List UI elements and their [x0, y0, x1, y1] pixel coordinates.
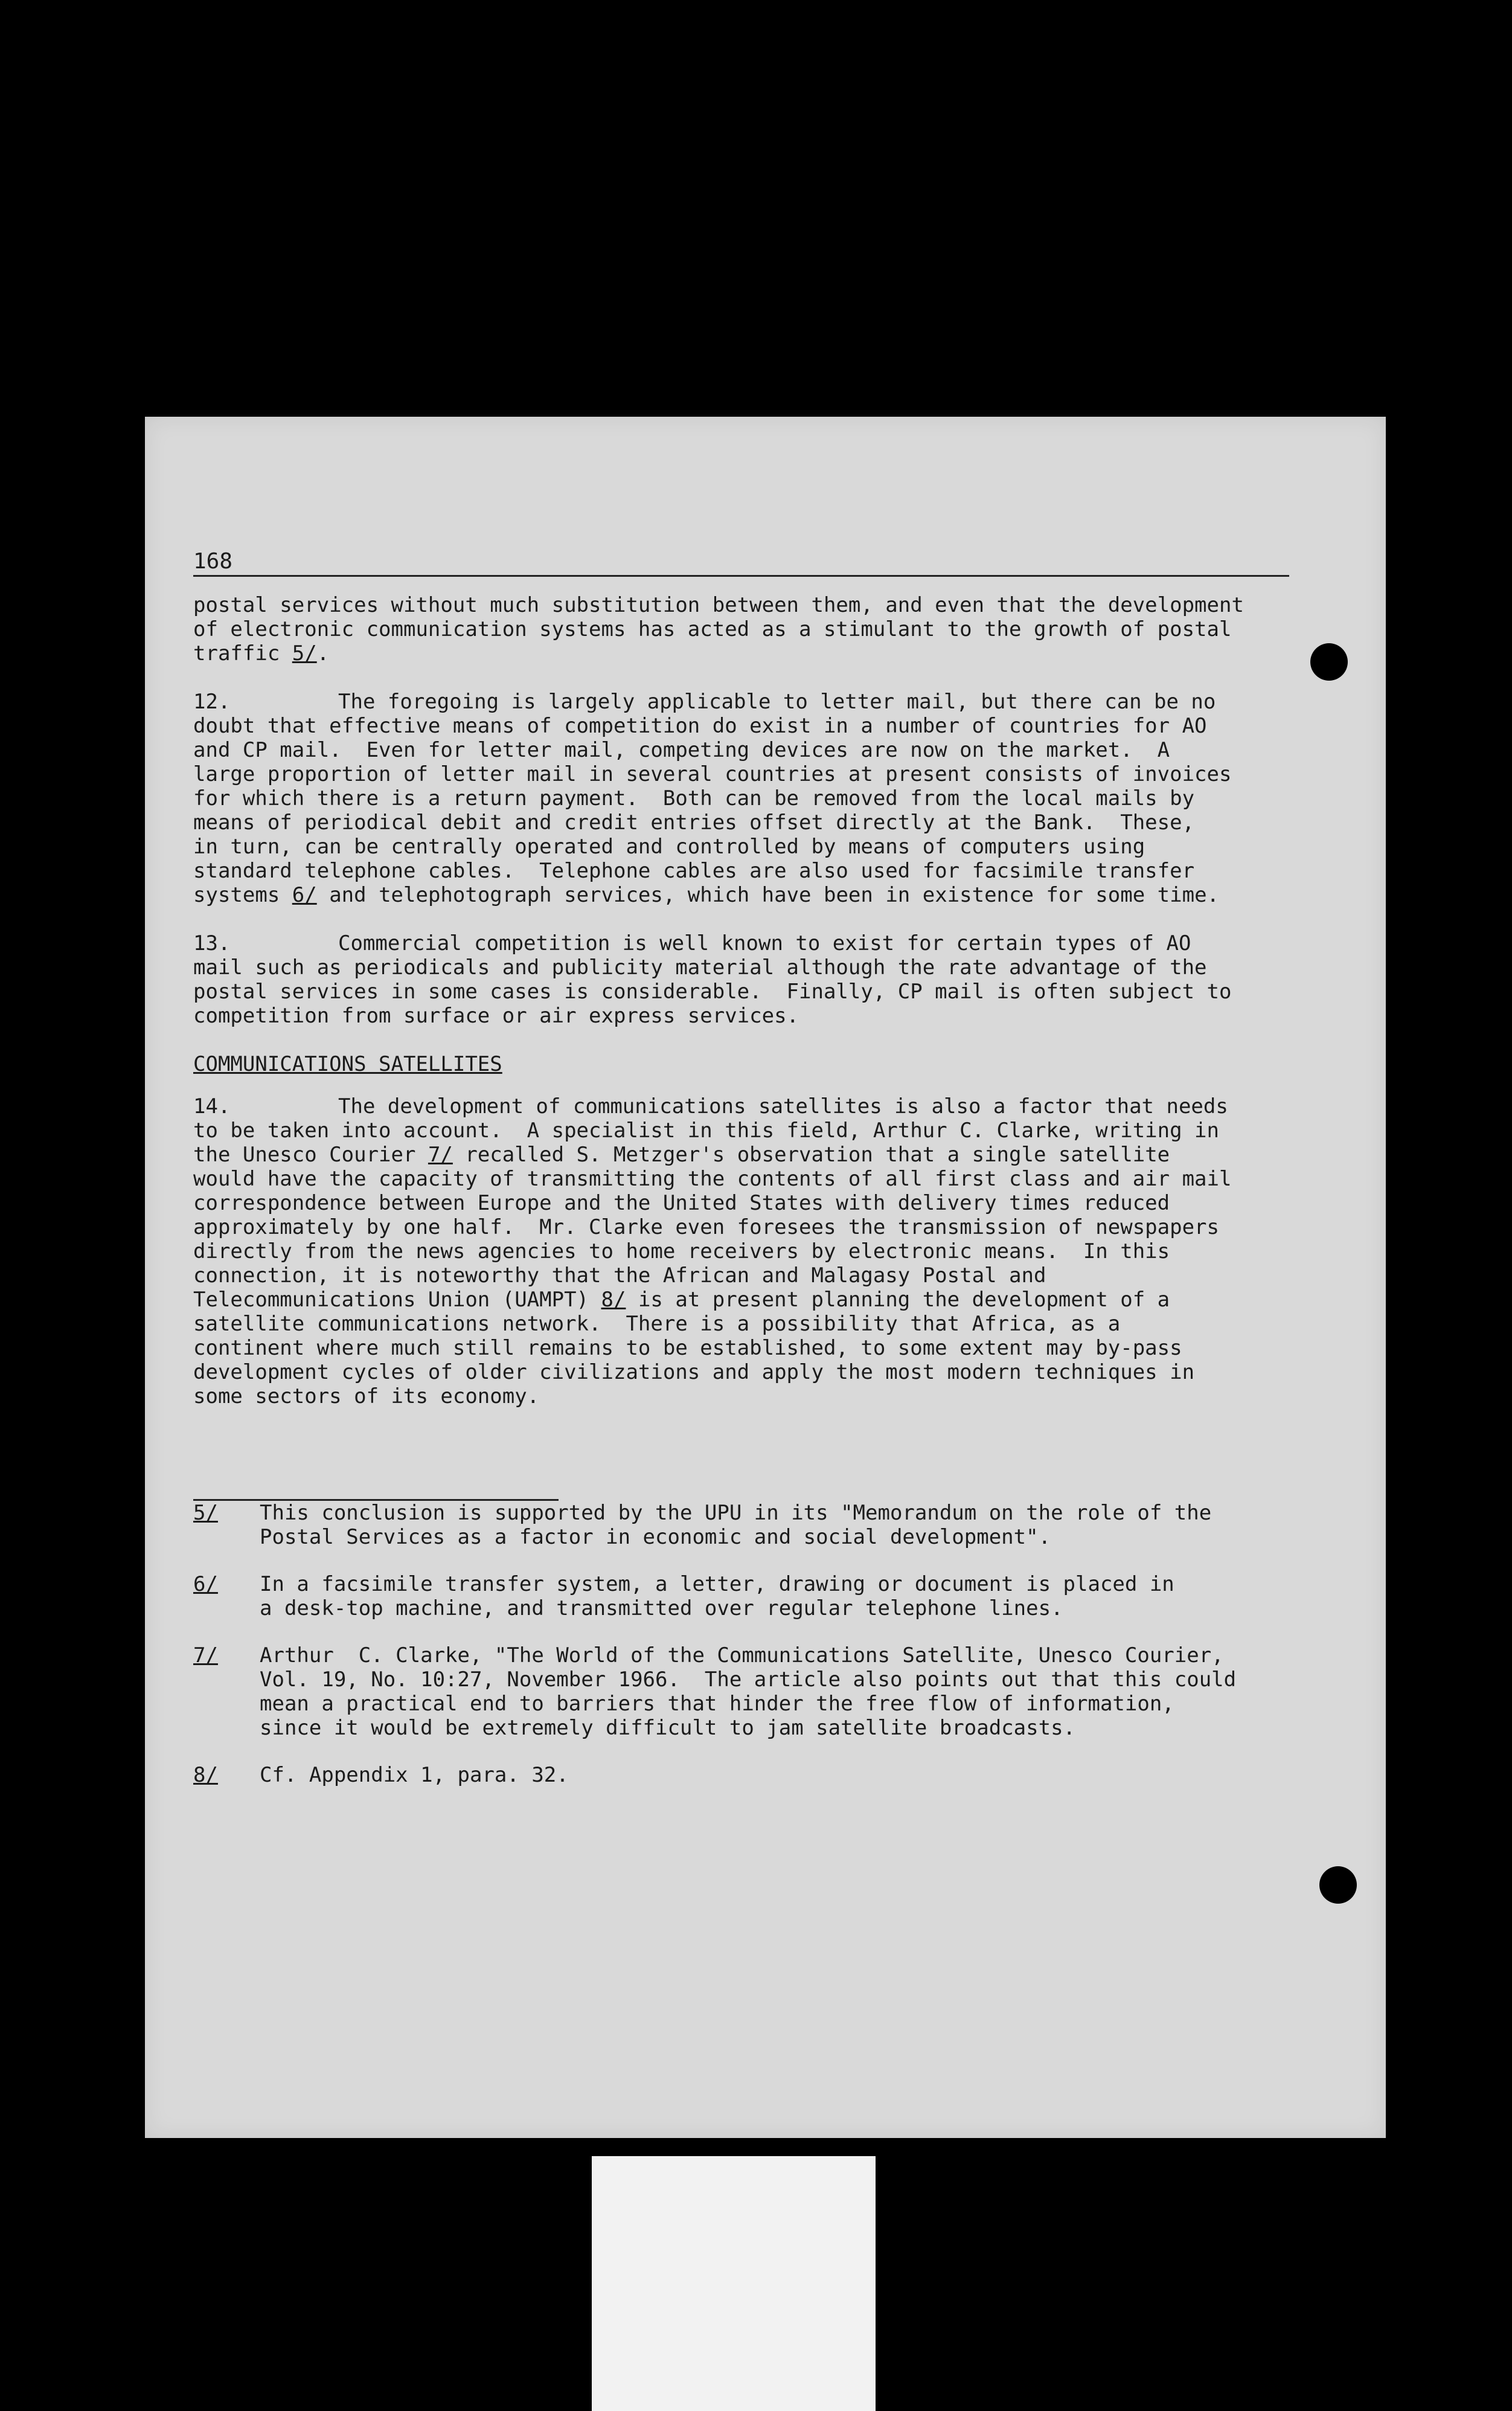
paragraph-text: postal services without much substitution between them, and even that the development of electronic communication systems has acted as a stimulant to the growth of postal traffic	[193, 593, 1244, 666]
page-number: 168	[193, 549, 233, 574]
footnote	[193, 1501, 1265, 1549]
footnote-ref: 7/	[428, 1143, 453, 1167]
footnote	[193, 1572, 1265, 1620]
paragraph-text: and telephotograph services, which have been in existence for some time.	[316, 883, 1220, 907]
footnote-ref: 8/	[601, 1288, 626, 1312]
footnote	[193, 1643, 1265, 1740]
paragraph-text: The foregoing is largely applicable to letter mail, but there can be no doubt that effective means of competition do exist in a number of countries for AO and CP mail. Even for letter mail, competing devices are now on the market. A large proportion of letter mail in several countries at present consists of invoices for which there is a return payment. Both can be removed from the local mails by means of periodical debit and credit entries offset directly at the Bank. These, in turn, can be centrally operated and controlled by means of computers using standard telephone cables. Telephone cables are also used for facsimile transfer systems	[193, 690, 1232, 907]
footnote-mark: 5/	[193, 1501, 218, 1525]
footnote-mark: 8/	[193, 1763, 218, 1787]
footnote-mark: 6/	[193, 1572, 218, 1596]
footnote-text: Arthur C. Clarke, "The World of the Communications Satellite, Unesco Courier, Vol. 19, No. 10:27, November 1966. The article also points out that this could mean a practical end to barriers that hinder the free flow of information, since it would be extremely difficult to jam satellite broadcasts.	[260, 1643, 1237, 1740]
document-page	[145, 417, 1386, 2138]
footnote-text: This conclusion is supported by the UPU in its "Memorandum on the role of the Postal Services as a factor in economic and social development".	[260, 1501, 1212, 1549]
page-content	[193, 550, 1265, 1787]
section-heading: COMMUNICATIONS SATELLITES	[193, 1052, 502, 1076]
punch-hole	[1319, 1866, 1357, 1904]
page-header	[193, 550, 1265, 575]
paragraph-14	[193, 1094, 1265, 1408]
paragraph-12	[193, 690, 1265, 907]
paragraph-text: Commercial competition is well known to exist for certain types of AO mail such as periodicals and publicity material although the rate advantage of the postal services in some cases is considerable. Finally, CP mail is often subject to competition from surface or air express services.	[193, 931, 1232, 1028]
punch-hole	[1310, 643, 1348, 681]
footnotes	[193, 1501, 1265, 1787]
footnote	[193, 1763, 1265, 1787]
paragraph-text: recalled S. Metzger's observation that a single satellite would have the capacity of transmitting the contents of all first class and air mail correspondence between Europe and the United States with delivery times reduced approximately by one half. Mr. Clarke even foresees the transmission of newspapers directly from the news agencies to home receivers by electronic means. In this connection, it is noteworthy that the African and Malagasy Postal and Telecommunications Union (UAMPT)	[193, 1143, 1232, 1312]
footnote-text: In a facsimile transfer system, a letter, drawing or document is placed in a desk-top machine, and transmitted over regular telephone lines.	[260, 1572, 1174, 1620]
header-rule	[193, 575, 1289, 577]
paragraph-text: is at present planning the development of a satellite communications network. There is a possibility that Africa, as a continent where much still remains to be established, to some extent may by-pass development cycles of older civilizations and apply the most modern techniques in some sectors of its economy.	[193, 1288, 1195, 1408]
paragraph-text: The development of communications satellites is also a factor that needs to be taken into account. A specialist in this field, Arthur C. Clarke, writing in the Unesco Courier	[193, 1094, 1228, 1167]
paragraph-number: 13.	[193, 931, 231, 955]
footnote-ref: 5/	[292, 641, 317, 666]
paragraph-number: 14.	[193, 1094, 231, 1119]
footnote-ref: 6/	[292, 883, 317, 907]
paragraph-number: 12.	[193, 690, 231, 714]
paragraph-text: .	[316, 641, 330, 666]
paragraph-13	[193, 931, 1265, 1028]
calibration-slip	[592, 2156, 876, 2411]
footnote-mark: 7/	[193, 1643, 218, 1668]
footnote-text: Cf. Appendix 1, para. 32.	[260, 1763, 569, 1787]
paragraph-continuation	[193, 593, 1265, 666]
